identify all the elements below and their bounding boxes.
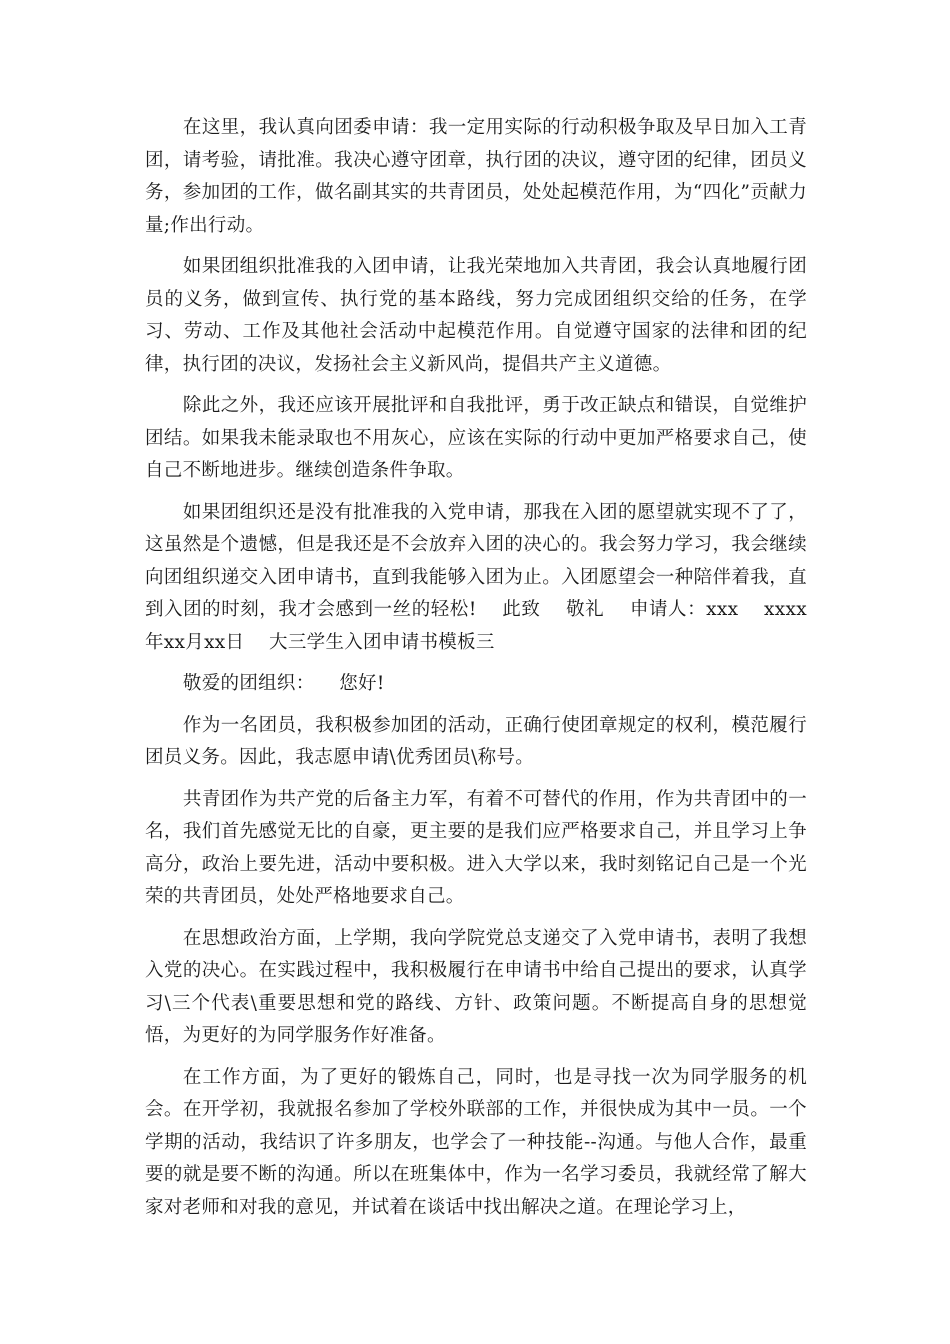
paragraph: 除此之外，我还应该开展批评和自我批评，勇于改正缺点和错误，自觉维护团结。如果我未能录取也不用灰心，应该在实际的行动中更加严格要求自己，使自己不断地进步。继续创造条件争取。	[145, 395, 807, 481]
paragraph: 在思想政治方面，上学期，我向学院党总支递交了入党申请书，表明了我想入党的决心。在实践过程中，我积极履行在申请书中给自己提出的要求，认真学习\三个代表\重要思想和党的路线、方针、政策问题。不断提高自身的思想觉悟，为更好的为同学服务作好准备。	[145, 927, 807, 1046]
paragraph: 如果团组织批准我的入团申请，让我光荣地加入共青团，我会认真地履行团员的义务，做到宣传、执行党的基本路线，努力完成团组织交给的任务，在学习、劳动、工作及其他社会活动中起模范作用。自觉遵守国家的法律和团的纪律，执行团的决议，发扬社会主义新风尚，提倡共产主义道德。	[145, 256, 807, 375]
paragraph: 共青团作为共产党的后备主力军，有着不可替代的作用，作为共青团中的一名，我们首先感觉无比的自豪，更主要的是我们应严格要求自己，并且学习上争高分，政治上要先进，活动中要积极。进入大学以来，我时刻铭记自己是一个光荣的共青团员，处处严格地要求自己。	[145, 788, 807, 907]
document-body	[145, 112, 807, 1233]
paragraph: 作为一名团员，我积极参加团的活动，正确行使团章规定的权利，模范履行团员义务。因此，我志愿申请\优秀团员\称号。	[145, 714, 807, 768]
paragraph: 在工作方面，为了更好的锻炼自己，同时，也是寻找一次为同学服务的机会。在开学初，我就报名参加了学校外联部的工作，并很快成为其中一员。一个学期的活动，我结识了许多朋友，也学会了一种技能--沟通。与他人合作，最重要的就是要不断的沟通。所以在班集体中，作为一名学习委员，我就经常了解大家对老师和对我的意见，并试着在谈话中找出解决之道。在理论学习上，	[145, 1066, 807, 1218]
paragraph: 如果团组织还是没有批准我的入党申请，那我在入团的愿望就实现不了了，这虽然是个遗憾，但是我还是不会放弃入团的决心的。我会努力学习，我会继续向团组织递交入团申请书，直到我能够入团为止。入团愿望会一种陪伴着我，直到入团的时刻，我才会感到一丝的轻松! 此致 敬礼 申请人：xxx xxxx年xx月xx日 大三学生入团申请书模板三	[145, 501, 807, 653]
paragraph: 在这里，我认真向团委申请：我一定用实际的行动积极争取及早日加入工青团，请考验，请批准。我决心遵守团章，执行团的决议，遵守团的纪律，团员义务，参加团的工作，做名副其实的共青团员，处处起模范作用，为“四化”贡献力量;作出行动。	[145, 117, 807, 236]
greeting-line: 敬爱的团组织： 您好!	[182, 673, 385, 694]
